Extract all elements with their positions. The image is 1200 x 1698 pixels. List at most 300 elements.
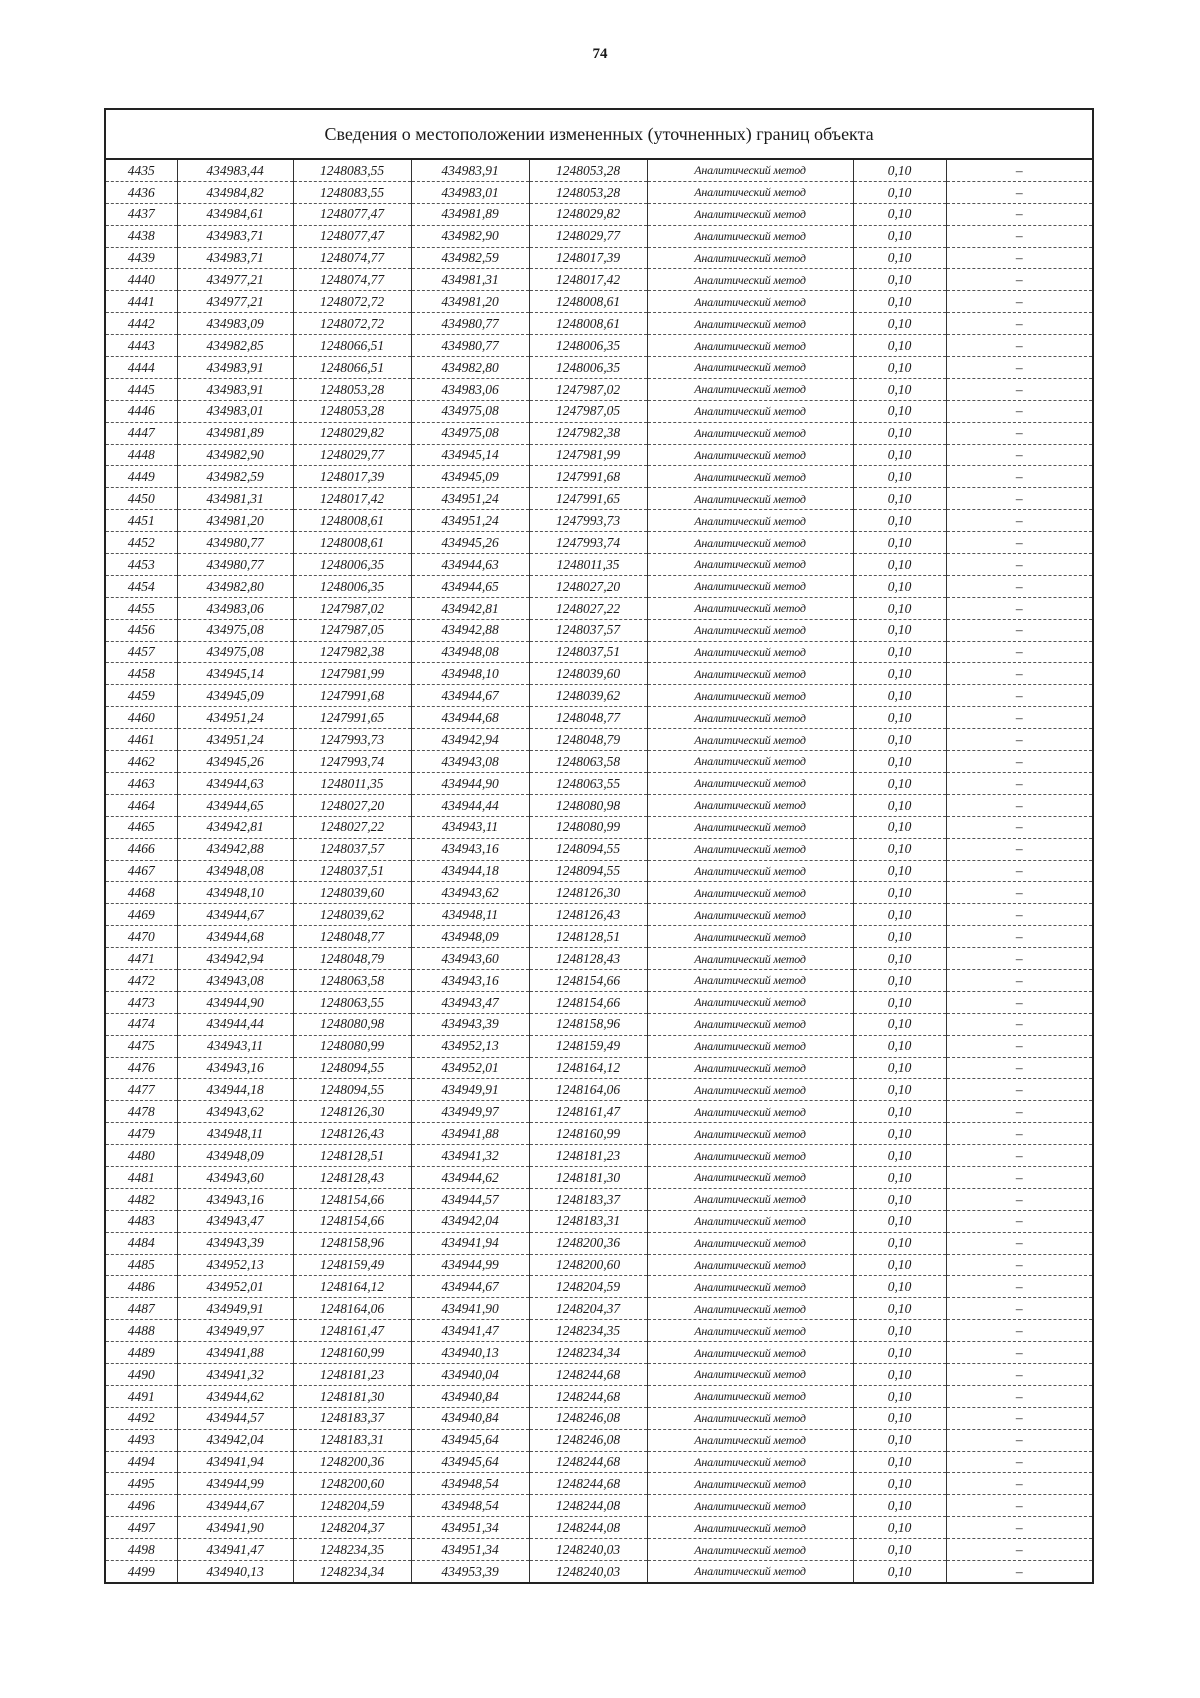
x-start-cell: 434944,57 (177, 1407, 293, 1429)
x-start-cell: 434942,88 (177, 838, 293, 860)
x-end-cell: 434943,16 (411, 969, 529, 991)
point-number-cell: 4458 (105, 663, 177, 685)
x-start-cell: 434941,94 (177, 1451, 293, 1473)
method-cell: Аналитический метод (647, 1166, 853, 1188)
table-row (105, 751, 1093, 773)
y-end-cell: 1248017,39 (529, 247, 647, 269)
method-cell: Аналитический метод (647, 554, 853, 576)
accuracy-cell: 0,10 (853, 1123, 946, 1145)
point-number-cell: 4464 (105, 794, 177, 816)
description-cell: – (946, 860, 1093, 882)
table-row (105, 1429, 1093, 1451)
y-start-cell: 1248126,30 (293, 1101, 411, 1123)
point-number-cell: 4476 (105, 1057, 177, 1079)
x-end-cell: 434944,67 (411, 1276, 529, 1298)
y-end-cell: 1248244,08 (529, 1495, 647, 1517)
y-end-cell: 1248080,99 (529, 816, 647, 838)
description-cell: – (946, 772, 1093, 794)
method-cell: Аналитический метод (647, 1057, 853, 1079)
x-start-cell: 434983,91 (177, 357, 293, 379)
x-start-cell: 434941,88 (177, 1342, 293, 1364)
accuracy-cell: 0,10 (853, 685, 946, 707)
y-start-cell: 1248094,55 (293, 1057, 411, 1079)
x-start-cell: 434943,39 (177, 1232, 293, 1254)
point-number-cell: 4485 (105, 1254, 177, 1276)
description-cell: – (946, 1166, 1093, 1188)
x-end-cell: 434944,63 (411, 554, 529, 576)
table-row (105, 663, 1093, 685)
table-row (105, 772, 1093, 794)
point-number-cell: 4499 (105, 1561, 177, 1583)
y-start-cell: 1248094,55 (293, 1079, 411, 1101)
y-end-cell: 1248244,08 (529, 1517, 647, 1539)
point-number-cell: 4457 (105, 641, 177, 663)
table-row (105, 466, 1093, 488)
x-start-cell: 434980,77 (177, 532, 293, 554)
description-cell: – (946, 575, 1093, 597)
method-cell: Аналитический метод (647, 1123, 853, 1145)
x-end-cell: 434948,09 (411, 926, 529, 948)
accuracy-cell: 0,10 (853, 291, 946, 313)
point-number-cell: 4447 (105, 422, 177, 444)
table-row (105, 1495, 1093, 1517)
y-end-cell: 1247982,38 (529, 422, 647, 444)
accuracy-cell: 0,10 (853, 904, 946, 926)
method-cell: Аналитический метод (647, 466, 853, 488)
x-start-cell: 434942,81 (177, 816, 293, 838)
y-start-cell: 1248083,55 (293, 159, 411, 181)
method-cell: Аналитический метод (647, 225, 853, 247)
x-start-cell: 434943,47 (177, 1210, 293, 1232)
y-start-cell: 1248066,51 (293, 357, 411, 379)
y-start-cell: 1248161,47 (293, 1320, 411, 1342)
point-number-cell: 4484 (105, 1232, 177, 1254)
y-end-cell: 1248029,82 (529, 203, 647, 225)
description-cell: – (946, 378, 1093, 400)
method-cell: Аналитический метод (647, 1276, 853, 1298)
point-number-cell: 4448 (105, 444, 177, 466)
y-start-cell: 1248006,35 (293, 575, 411, 597)
accuracy-cell: 0,10 (853, 772, 946, 794)
y-end-cell: 1247981,99 (529, 444, 647, 466)
point-number-cell: 4467 (105, 860, 177, 882)
y-end-cell: 1248240,03 (529, 1539, 647, 1561)
accuracy-cell: 0,10 (853, 247, 946, 269)
point-number-cell: 4445 (105, 378, 177, 400)
method-cell: Аналитический метод (647, 1298, 853, 1320)
method-cell: Аналитический метод (647, 816, 853, 838)
description-cell: – (946, 1145, 1093, 1167)
x-end-cell: 434953,39 (411, 1561, 529, 1583)
point-number-cell: 4483 (105, 1210, 177, 1232)
x-end-cell: 434941,90 (411, 1298, 529, 1320)
accuracy-cell: 0,10 (853, 488, 946, 510)
x-start-cell: 434943,11 (177, 1035, 293, 1057)
x-end-cell: 434943,16 (411, 838, 529, 860)
description-cell: – (946, 488, 1093, 510)
y-end-cell: 1248027,20 (529, 575, 647, 597)
table-row (105, 291, 1093, 313)
point-number-cell: 4441 (105, 291, 177, 313)
y-start-cell: 1248066,51 (293, 335, 411, 357)
y-end-cell: 1248244,68 (529, 1363, 647, 1385)
table-row (105, 1342, 1093, 1364)
description-cell: – (946, 948, 1093, 970)
y-start-cell: 1248029,77 (293, 444, 411, 466)
x-end-cell: 434948,10 (411, 663, 529, 685)
y-start-cell: 1248154,66 (293, 1188, 411, 1210)
y-end-cell: 1248234,34 (529, 1342, 647, 1364)
x-start-cell: 434944,68 (177, 926, 293, 948)
description-cell: – (946, 904, 1093, 926)
method-cell: Аналитический метод (647, 247, 853, 269)
y-start-cell: 1248053,28 (293, 378, 411, 400)
y-end-cell: 1248008,61 (529, 291, 647, 313)
method-cell: Аналитический метод (647, 1363, 853, 1385)
x-start-cell: 434975,08 (177, 641, 293, 663)
x-end-cell: 434941,47 (411, 1320, 529, 1342)
table-row (105, 882, 1093, 904)
accuracy-cell: 0,10 (853, 926, 946, 948)
y-end-cell: 1248158,96 (529, 1013, 647, 1035)
method-cell: Аналитический метод (647, 860, 853, 882)
description-cell: – (946, 1232, 1093, 1254)
method-cell: Аналитический метод (647, 948, 853, 970)
y-end-cell: 1248200,36 (529, 1232, 647, 1254)
table-row (105, 1145, 1093, 1167)
table-row (105, 597, 1093, 619)
y-end-cell: 1248244,68 (529, 1473, 647, 1495)
description-cell: – (946, 619, 1093, 641)
point-number-cell: 4479 (105, 1123, 177, 1145)
method-cell: Аналитический метод (647, 510, 853, 532)
y-end-cell: 1248037,57 (529, 619, 647, 641)
y-end-cell: 1248164,06 (529, 1079, 647, 1101)
x-start-cell: 434944,63 (177, 772, 293, 794)
y-end-cell: 1248126,43 (529, 904, 647, 926)
description-cell: – (946, 751, 1093, 773)
method-cell: Аналитический метод (647, 444, 853, 466)
x-start-cell: 434941,47 (177, 1539, 293, 1561)
x-start-cell: 434945,14 (177, 663, 293, 685)
table-row (105, 225, 1093, 247)
description-cell: – (946, 1188, 1093, 1210)
table-row (105, 1363, 1093, 1385)
method-cell: Аналитический метод (647, 1429, 853, 1451)
method-cell: Аналитический метод (647, 1320, 853, 1342)
method-cell: Аналитический метод (647, 1013, 853, 1035)
y-end-cell: 1247993,74 (529, 532, 647, 554)
x-start-cell: 434980,77 (177, 554, 293, 576)
description-cell: – (946, 1254, 1093, 1276)
y-end-cell: 1248181,23 (529, 1145, 647, 1167)
method-cell: Аналитический метод (647, 619, 853, 641)
x-end-cell: 434981,31 (411, 269, 529, 291)
x-start-cell: 434977,21 (177, 269, 293, 291)
description-cell: – (946, 1013, 1093, 1035)
method-cell: Аналитический метод (647, 597, 853, 619)
table-row (105, 1561, 1093, 1583)
table-row (105, 707, 1093, 729)
accuracy-cell: 0,10 (853, 444, 946, 466)
table-row (105, 313, 1093, 335)
description-cell: – (946, 422, 1093, 444)
x-end-cell: 434982,59 (411, 247, 529, 269)
y-end-cell: 1248039,62 (529, 685, 647, 707)
description-cell: – (946, 1407, 1093, 1429)
x-end-cell: 434941,32 (411, 1145, 529, 1167)
y-start-cell: 1248164,06 (293, 1298, 411, 1320)
method-cell: Аналитический метод (647, 488, 853, 510)
description-cell: – (946, 1101, 1093, 1123)
y-end-cell: 1247993,73 (529, 510, 647, 532)
y-end-cell: 1248200,60 (529, 1254, 647, 1276)
point-number-cell: 4450 (105, 488, 177, 510)
y-end-cell: 1248008,61 (529, 313, 647, 335)
point-number-cell: 4475 (105, 1035, 177, 1057)
y-start-cell: 1247993,74 (293, 751, 411, 773)
y-start-cell: 1248128,43 (293, 1166, 411, 1188)
x-end-cell: 434983,06 (411, 378, 529, 400)
y-start-cell: 1248017,39 (293, 466, 411, 488)
y-end-cell: 1248181,30 (529, 1166, 647, 1188)
description-cell: – (946, 357, 1093, 379)
method-cell: Аналитический метод (647, 181, 853, 203)
accuracy-cell: 0,10 (853, 1561, 946, 1583)
accuracy-cell: 0,10 (853, 532, 946, 554)
y-end-cell: 1248039,60 (529, 663, 647, 685)
x-end-cell: 434944,18 (411, 860, 529, 882)
x-start-cell: 434984,61 (177, 203, 293, 225)
y-end-cell: 1248204,59 (529, 1276, 647, 1298)
x-start-cell: 434944,65 (177, 794, 293, 816)
x-end-cell: 434981,20 (411, 291, 529, 313)
point-number-cell: 4454 (105, 575, 177, 597)
y-start-cell: 1248080,99 (293, 1035, 411, 1057)
x-end-cell: 434944,67 (411, 685, 529, 707)
x-end-cell: 434951,34 (411, 1539, 529, 1561)
x-start-cell: 434942,94 (177, 948, 293, 970)
accuracy-cell: 0,10 (853, 1429, 946, 1451)
table-row (105, 1079, 1093, 1101)
accuracy-cell: 0,10 (853, 1166, 946, 1188)
x-start-cell: 434944,67 (177, 1495, 293, 1517)
table-row (105, 948, 1093, 970)
x-start-cell: 434949,91 (177, 1298, 293, 1320)
table-row (105, 969, 1093, 991)
point-number-cell: 4472 (105, 969, 177, 991)
method-cell: Аналитический метод (647, 1101, 853, 1123)
point-number-cell: 4463 (105, 772, 177, 794)
accuracy-cell: 0,10 (853, 882, 946, 904)
x-end-cell: 434945,64 (411, 1451, 529, 1473)
x-end-cell: 434945,26 (411, 532, 529, 554)
description-cell: – (946, 685, 1093, 707)
table-row (105, 378, 1093, 400)
accuracy-cell: 0,10 (853, 466, 946, 488)
table-body (105, 159, 1093, 1583)
method-cell: Аналитический метод (647, 663, 853, 685)
method-cell: Аналитический метод (647, 1079, 853, 1101)
y-end-cell: 1248063,55 (529, 772, 647, 794)
y-end-cell: 1248053,28 (529, 181, 647, 203)
y-end-cell: 1248244,68 (529, 1451, 647, 1473)
y-start-cell: 1248048,77 (293, 926, 411, 948)
y-start-cell: 1248027,22 (293, 816, 411, 838)
description-cell: – (946, 969, 1093, 991)
accuracy-cell: 0,10 (853, 400, 946, 422)
accuracy-cell: 0,10 (853, 1385, 946, 1407)
x-start-cell: 434944,67 (177, 904, 293, 926)
table-row (105, 1320, 1093, 1342)
accuracy-cell: 0,10 (853, 335, 946, 357)
table-row (105, 860, 1093, 882)
x-end-cell: 434940,13 (411, 1342, 529, 1364)
table-row (105, 400, 1093, 422)
x-start-cell: 434943,16 (177, 1188, 293, 1210)
point-number-cell: 4495 (105, 1473, 177, 1495)
table-row (105, 619, 1093, 641)
y-start-cell: 1248037,57 (293, 838, 411, 860)
x-start-cell: 434943,62 (177, 1101, 293, 1123)
x-end-cell: 434942,04 (411, 1210, 529, 1232)
method-cell: Аналитический метод (647, 1561, 853, 1583)
description-cell: – (946, 1517, 1093, 1539)
y-start-cell: 1248183,31 (293, 1429, 411, 1451)
accuracy-cell: 0,10 (853, 860, 946, 882)
y-start-cell: 1248159,49 (293, 1254, 411, 1276)
accuracy-cell: 0,10 (853, 1145, 946, 1167)
table-row (105, 159, 1093, 181)
accuracy-cell: 0,10 (853, 181, 946, 203)
accuracy-cell: 0,10 (853, 1539, 946, 1561)
method-cell: Аналитический метод (647, 291, 853, 313)
method-cell: Аналитический метод (647, 335, 853, 357)
x-end-cell: 434940,84 (411, 1385, 529, 1407)
table-row (105, 1385, 1093, 1407)
point-number-cell: 4455 (105, 597, 177, 619)
y-end-cell: 1248037,51 (529, 641, 647, 663)
description-cell: – (946, 1495, 1093, 1517)
description-cell: – (946, 707, 1093, 729)
table-row (105, 1539, 1093, 1561)
point-number-cell: 4460 (105, 707, 177, 729)
point-number-cell: 4471 (105, 948, 177, 970)
x-start-cell: 434977,21 (177, 291, 293, 313)
table-row (105, 335, 1093, 357)
point-number-cell: 4438 (105, 225, 177, 247)
accuracy-cell: 0,10 (853, 1342, 946, 1364)
y-end-cell: 1248011,35 (529, 554, 647, 576)
table-row (105, 641, 1093, 663)
x-start-cell: 434948,11 (177, 1123, 293, 1145)
method-cell: Аналитический метод (647, 357, 853, 379)
table-row (105, 357, 1093, 379)
x-end-cell: 434944,44 (411, 794, 529, 816)
y-start-cell: 1248077,47 (293, 203, 411, 225)
x-start-cell: 434983,44 (177, 159, 293, 181)
description-cell: – (946, 1342, 1093, 1364)
accuracy-cell: 0,10 (853, 1254, 946, 1276)
x-end-cell: 434942,81 (411, 597, 529, 619)
accuracy-cell: 0,10 (853, 1517, 946, 1539)
point-number-cell: 4452 (105, 532, 177, 554)
point-number-cell: 4480 (105, 1145, 177, 1167)
point-number-cell: 4469 (105, 904, 177, 926)
method-cell: Аналитический метод (647, 1517, 853, 1539)
y-end-cell: 1248126,30 (529, 882, 647, 904)
accuracy-cell: 0,10 (853, 1407, 946, 1429)
accuracy-cell: 0,10 (853, 794, 946, 816)
x-start-cell: 434952,13 (177, 1254, 293, 1276)
x-end-cell: 434945,14 (411, 444, 529, 466)
table-row (105, 1298, 1093, 1320)
y-end-cell: 1248244,68 (529, 1385, 647, 1407)
x-end-cell: 434982,80 (411, 357, 529, 379)
table-row (105, 181, 1093, 203)
point-number-cell: 4436 (105, 181, 177, 203)
description-cell: – (946, 991, 1093, 1013)
point-number-cell: 4488 (105, 1320, 177, 1342)
method-cell: Аналитический метод (647, 1451, 853, 1473)
table-row (105, 203, 1093, 225)
description-cell: – (946, 1035, 1093, 1057)
description-cell: – (946, 816, 1093, 838)
x-end-cell: 434975,08 (411, 400, 529, 422)
x-end-cell: 434943,08 (411, 751, 529, 773)
description-cell: – (946, 641, 1093, 663)
method-cell: Аналитический метод (647, 641, 853, 663)
table-row (105, 488, 1093, 510)
x-start-cell: 434981,20 (177, 510, 293, 532)
y-end-cell: 1248154,66 (529, 991, 647, 1013)
accuracy-cell: 0,10 (853, 1320, 946, 1342)
y-start-cell: 1247982,38 (293, 641, 411, 663)
x-start-cell: 434951,24 (177, 707, 293, 729)
point-number-cell: 4468 (105, 882, 177, 904)
table-row (105, 269, 1093, 291)
accuracy-cell: 0,10 (853, 816, 946, 838)
x-start-cell: 434944,44 (177, 1013, 293, 1035)
y-start-cell: 1247991,65 (293, 707, 411, 729)
table-row (105, 1101, 1093, 1123)
method-cell: Аналитический метод (647, 1407, 853, 1429)
x-start-cell: 434943,08 (177, 969, 293, 991)
y-start-cell: 1247993,73 (293, 729, 411, 751)
point-number-cell: 4461 (105, 729, 177, 751)
table-row (105, 1232, 1093, 1254)
accuracy-cell: 0,10 (853, 1495, 946, 1517)
point-number-cell: 4477 (105, 1079, 177, 1101)
x-start-cell: 434943,16 (177, 1057, 293, 1079)
method-cell: Аналитический метод (647, 1232, 853, 1254)
x-start-cell: 434981,89 (177, 422, 293, 444)
method-cell: Аналитический метод (647, 729, 853, 751)
point-number-cell: 4486 (105, 1276, 177, 1298)
x-end-cell: 434940,04 (411, 1363, 529, 1385)
method-cell: Аналитический метод (647, 926, 853, 948)
x-start-cell: 434951,24 (177, 729, 293, 751)
y-start-cell: 1248080,98 (293, 1013, 411, 1035)
x-start-cell: 434983,71 (177, 247, 293, 269)
description-cell: – (946, 400, 1093, 422)
point-number-cell: 4451 (105, 510, 177, 532)
description-cell: – (946, 269, 1093, 291)
x-end-cell: 434941,88 (411, 1123, 529, 1145)
accuracy-cell: 0,10 (853, 1298, 946, 1320)
x-end-cell: 434944,99 (411, 1254, 529, 1276)
accuracy-cell: 0,10 (853, 1210, 946, 1232)
